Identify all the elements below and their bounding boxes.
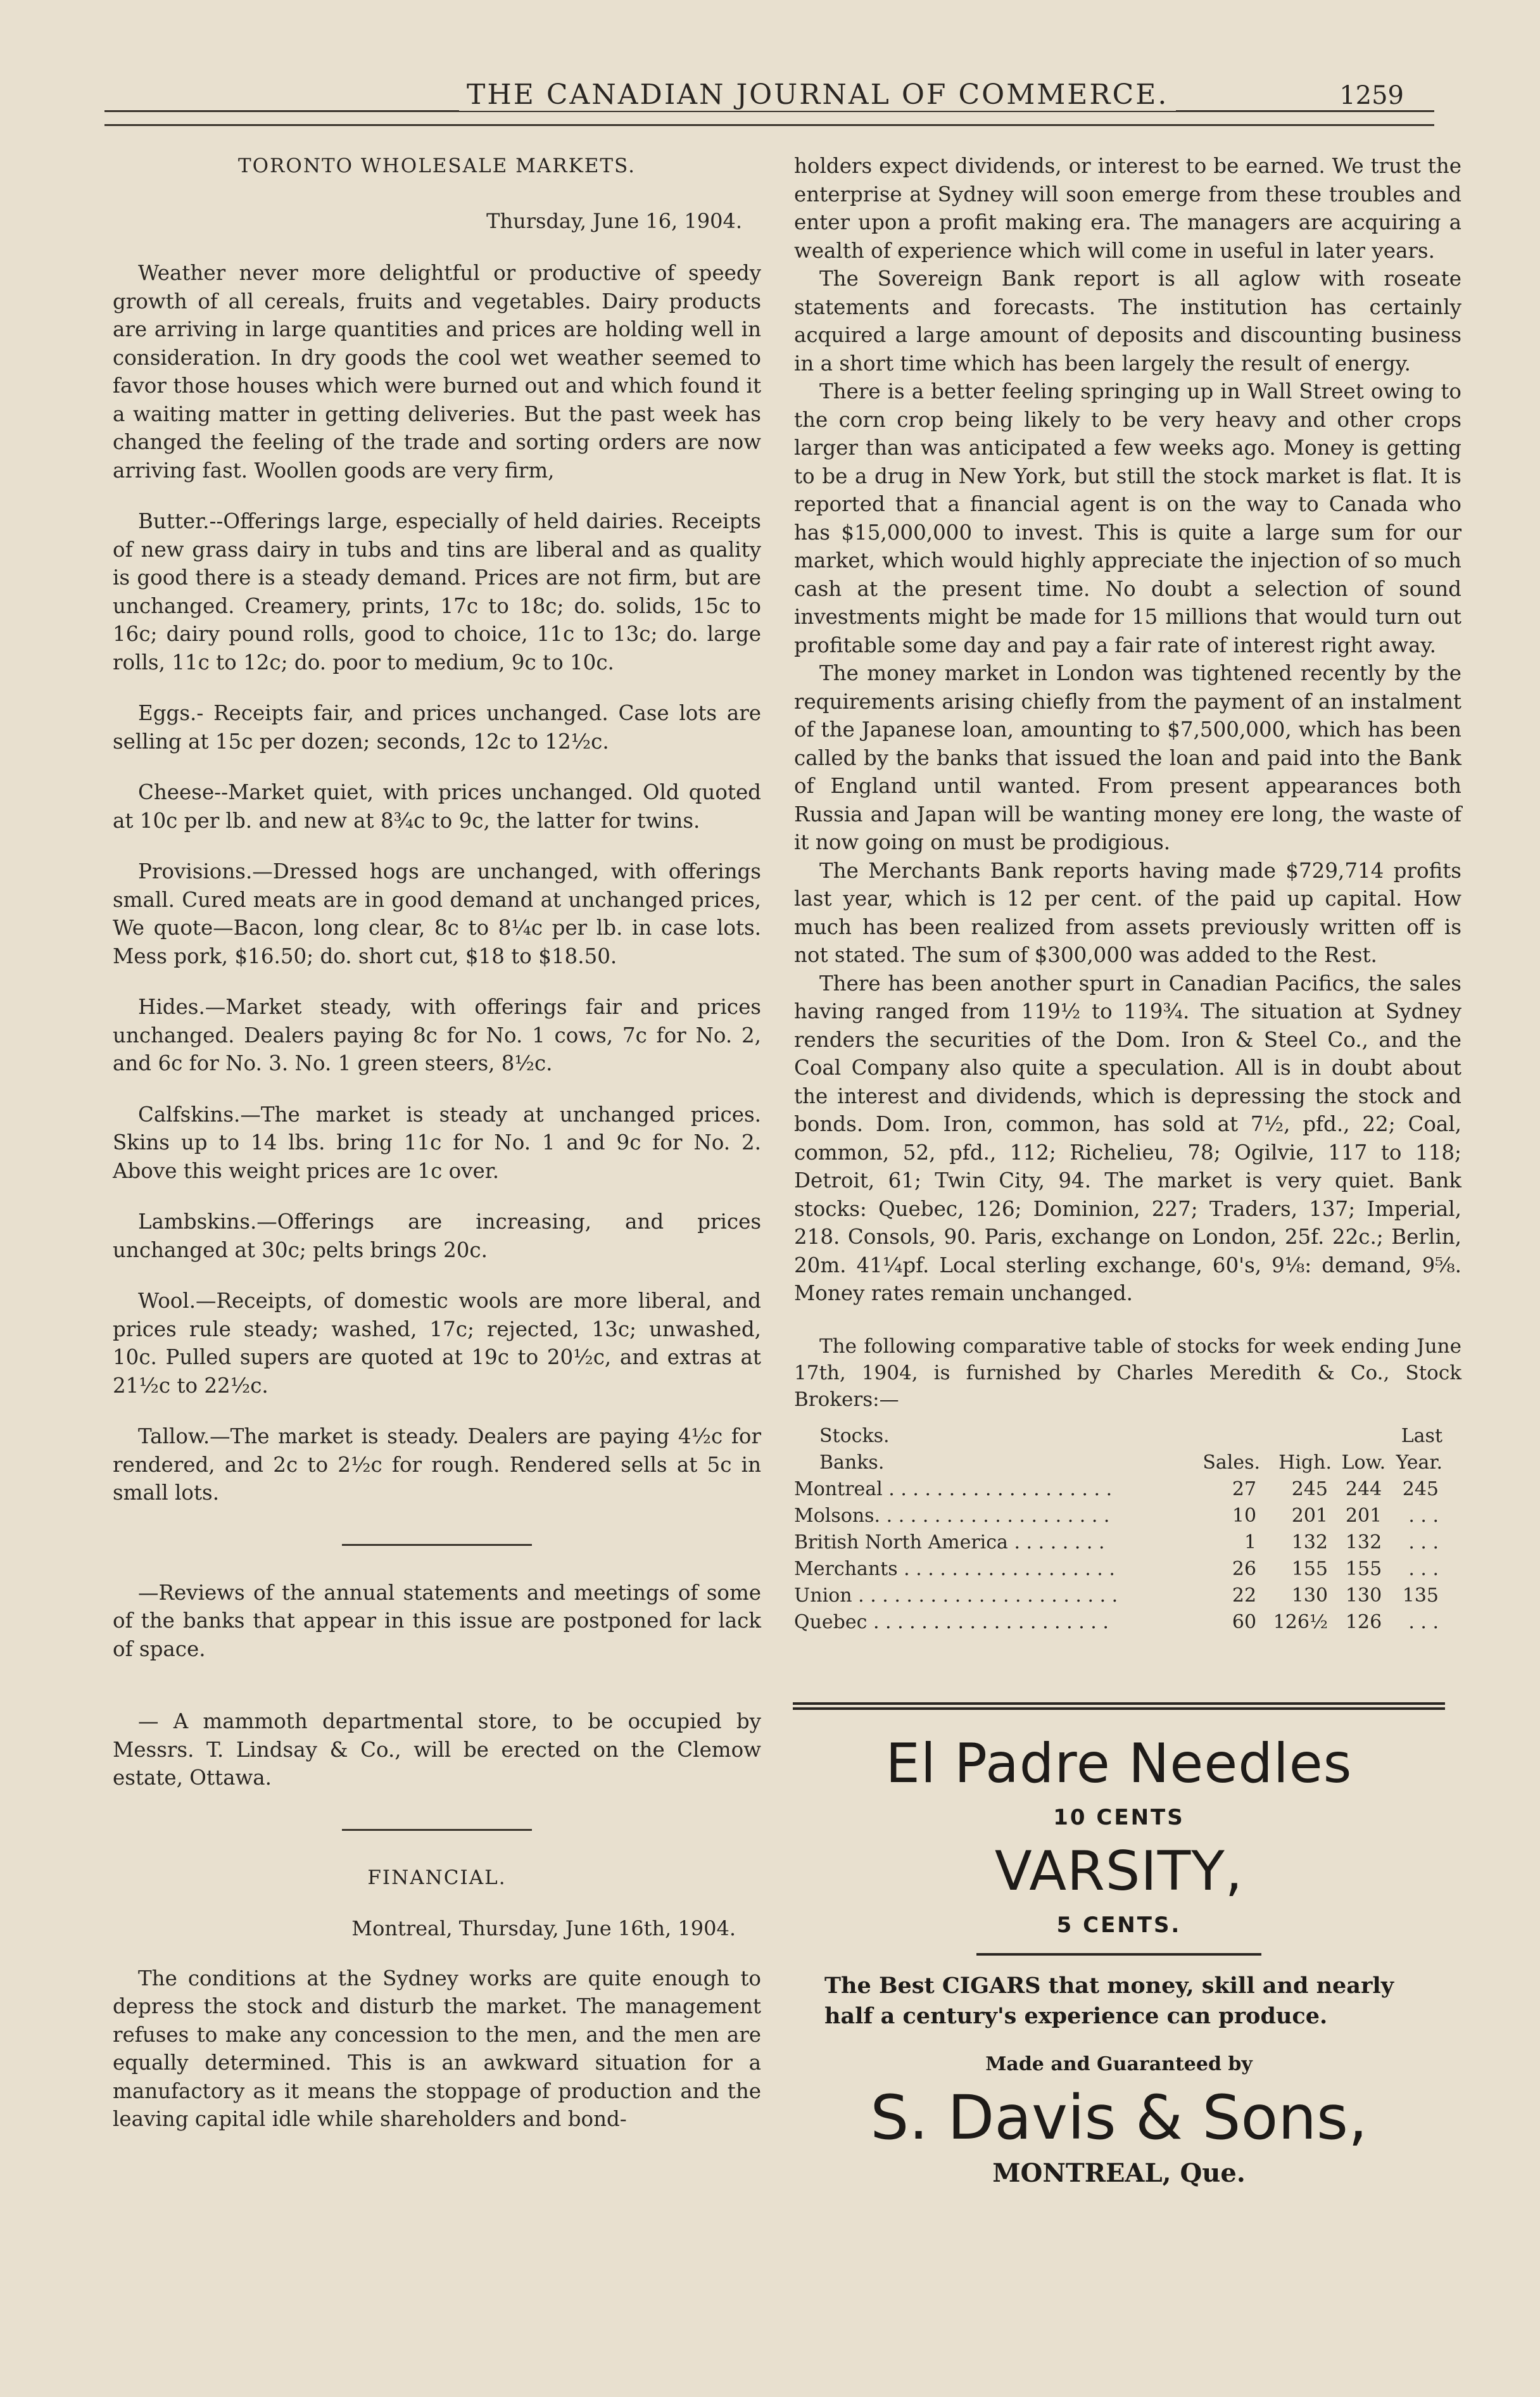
- header-banks-label: Banks.: [819, 1451, 885, 1474]
- ad-tagline: The Best CIGARS that money, skill and nearly half a century's experience can produce.: [824, 1973, 1394, 2029]
- stock-name: Quebec . . . . . . . . . . . . . . . . . . . .: [794, 1610, 1109, 1633]
- stock-high: 132: [1291, 1531, 1328, 1553]
- market-paragraph: Weather never more delightful or productive of speedy growth of all cereals, fruits and vegetables. Dairy products are arriving in large quantities and prices are holding well in consideration. In dry goods the cool wet weather seemed to favor those houses which were burned out and which found it a waiting matter in getting deliveries. But the past week has changed the feeling of the trade and sorting orders are now arriving fast. Woollen goods are very firm,: [113, 261, 761, 483]
- table-header-row: [794, 1423, 1442, 1476]
- financial-heading: FINANCIAL.: [367, 1866, 507, 1889]
- financial-paragraph: holders expect dividends, or interest to be earned. We trust the enterprise at Sydney will soon emerge from these troubles and enter upon a profit making era. The managers are acquiring a wealth of experience which will come in useful in later years.: [794, 154, 1461, 263]
- page-header: [104, 79, 1434, 129]
- stock-low: 126: [1345, 1610, 1382, 1633]
- stock-last-year: . . .: [1408, 1557, 1439, 1580]
- stock-high: 245: [1291, 1477, 1328, 1500]
- header-sales: Sales.: [1202, 1451, 1261, 1474]
- stock-sales: 60: [1232, 1610, 1257, 1633]
- stock-name: Merchants . . . . . . . . . . . . . . . . . .: [794, 1557, 1115, 1580]
- stock-sales: 27: [1232, 1477, 1257, 1500]
- stock-sales: 22: [1232, 1584, 1257, 1607]
- stock-table: [794, 1423, 1442, 1636]
- stock-low: 130: [1345, 1584, 1382, 1607]
- market-paragraph: Tallow.—The market is steady. Dealers are paying 4½c for rendered, and 2c to 2½c for rough. Rendered sells at 5c in small lots.: [113, 1424, 761, 1505]
- market-paragraph: Provisions.—Dressed hogs are unchanged, with offerings small. Cured meats are in good demand at unchanged prices, We quote—Bacon, long clear, 8c to 8¼c per lb. in case lots. Mess pork, $16.50; do. short cut, $18 to $18.50.: [113, 859, 761, 968]
- stock-name: British North America . . . . . . . .: [794, 1531, 1105, 1553]
- header-rule: [104, 124, 1434, 126]
- ad-city: MONTREAL, Que.: [992, 2158, 1246, 2188]
- advertisement-rule: [793, 1702, 1445, 1705]
- market-paragraph: Butter.--Offerings large, especially of held dairies. Receipts of new grass dairy in tubs and tins are liberal and as quality is good there is a steady demand. Prices are not firm, but are unchanged. Creamery, prints, 17c to 18c; do. solids, 15c to 16c; dairy pound rolls, good to choice, 11c to 13c; do. large rolls, 11c to 12c; do. poor to medium, 9c to 10c.: [113, 509, 761, 674]
- financial-paragraph: The Sovereign Bank report is all aglow with roseate statements and forecasts. The institution has certainly acquired a large amount of deposits and discounting business in a short time which has been largely the result of energy.: [794, 267, 1461, 376]
- table-row: [794, 1556, 1442, 1583]
- table-row: [794, 1529, 1442, 1556]
- financial-paragraph: The conditions at the Sydney works are quite enough to depress the stock and disturb the market. The management refuses to make any concession to the men, and the men are equally determined. This is an awkward situation for a manufactory as it means the stoppage of production and the leaving capital idle while shareholders and bond-: [113, 1966, 761, 2131]
- stock-last-year: . . .: [1408, 1610, 1439, 1633]
- stock-sales: 1: [1244, 1531, 1257, 1553]
- stock-last-year: 135: [1402, 1584, 1439, 1607]
- financial-paragraph: The Merchants Bank reports having made $729,714 profits last year, which is 12 per cent. of the paid up capital. How much has been realized from assets previously written off is not stated. The sum of $300,000 was added to the Rest.: [794, 858, 1461, 967]
- table-row: [794, 1609, 1442, 1636]
- section-divider: [342, 1544, 532, 1546]
- stock-name: Molsons. . . . . . . . . . . . . . . . . . . .: [794, 1504, 1110, 1527]
- financial-date: Montreal, Thursday, June 16th, 1904.: [351, 1916, 736, 1940]
- table-intro: The following comparative table of stocks for week ending June 17th, 1904, is furnished by Charles Meredith & Co., Stock Brokers:—: [794, 1334, 1461, 1411]
- stock-sales: 10: [1232, 1504, 1257, 1527]
- stock-low: 201: [1345, 1504, 1382, 1527]
- table-row: [794, 1476, 1442, 1503]
- stock-high: 130: [1291, 1584, 1328, 1607]
- stock-low: 132: [1345, 1531, 1382, 1553]
- header-low: Low.: [1341, 1451, 1386, 1474]
- right-column: [794, 152, 1461, 1636]
- table-row: [794, 1503, 1442, 1529]
- ad-maker-name: S. Davis & Sons,: [870, 2082, 1368, 2153]
- financial-paragraph: There has been another spurt in Canadian Pacifics, the sales having ranged from 119½ to 119¾. The situation at Sydney renders the securities of the Dom. Iron & Steel Co., and the Coal Company also quite a speculation. All is in doubt about the interest and dividends, which is depressing the stock and bonds. Dom. Iron, common, has sold at 7½, pfd., 22; Coal, common, 52, pfd., 112; Richelieu, 78; Ogilvie, 117 to 118; Detroit, 61; Twin City, 94. The market is very quiet. Bank stocks: Quebec, 126; Dominion, 227; Traders, 137; Imperial, 218. Consols, 90. Paris, exchange on London, 25f. 22c.; Berlin, 20m. 41¼pf. Local sterling exchange, 60's, 9⅛: demand, 9⅝. Money rates remain unchanged.: [794, 971, 1461, 1305]
- stock-last-year: . . .: [1408, 1531, 1439, 1553]
- note-store: — A mammoth departmental store, to be occupied by Messrs. T. Lindsay & Co., will be erected on the Clemow estate, Ottawa.: [113, 1709, 761, 1790]
- cigar-advertisement: [793, 1729, 1445, 2191]
- header-stocks-label: Stocks.: [819, 1424, 890, 1447]
- header-high: High.: [1278, 1451, 1332, 1474]
- ad-product-varsity: VARSITY,: [994, 1840, 1244, 1903]
- header-year-label: Year.: [1396, 1451, 1442, 1474]
- stock-last-year: 245: [1402, 1477, 1439, 1500]
- stock-sales: 26: [1232, 1557, 1257, 1580]
- market-paragraph: Lambskins.—Offerings are increasing, and prices unchanged at 30c; pelts brings 20c.: [113, 1210, 761, 1262]
- stock-name: Montreal . . . . . . . . . . . . . . . . . . .: [794, 1477, 1113, 1500]
- financial-paragraph: There is a better feeling springing up in Wall Street owing to the corn crop being likely to be very heavy and other crops larger than was anticipated a few weeks ago. Money is getting to be a drug in New York, but still the stock market is flat. It is reported that a financial agent is on the way to Canada who has $15,000,000 to invest. This is quite a large sum for our market, which would highly appreciate the injection of so much cash at the present time. No doubt a selection of sound investments might be made for 15 millions that would turn out profitable some day and pay a fair rate of interest right away.: [794, 379, 1461, 657]
- market-paragraph: Hides.—Market steady, with offerings fair and prices unchanged. Dealers paying 8c for No. 1 cows, 7c for No. 2, and 6c for No. 3. No. 1 green steers, 8½c.: [113, 995, 761, 1075]
- stock-high: 126½: [1273, 1610, 1328, 1633]
- ad-price-10-cents: 10 CENTS: [1053, 1805, 1185, 1830]
- markets-date: Thursday, June 16, 1904.: [486, 208, 742, 233]
- stock-high: 155: [1291, 1557, 1328, 1580]
- stock-name: Union . . . . . . . . . . . . . . . . . . . . . .: [794, 1584, 1118, 1607]
- ad-divider: [976, 1953, 1261, 1956]
- table-row: [794, 1583, 1442, 1609]
- stock-high: 201: [1291, 1504, 1328, 1527]
- stock-last-year: . . .: [1408, 1504, 1439, 1527]
- market-paragraph: Cheese--Market quiet, with prices unchanged. Old quoted at 10c per lb. and new at 8¾c to 9c, the latter for twins.: [113, 780, 761, 833]
- market-paragraph: Calfskins.—The market is steady at unchanged prices. Skins up to 14 lbs. bring 11c for No. 1 and 9c for No. 2. Above this weight prices are 1c over.: [113, 1102, 761, 1183]
- stock-low: 244: [1345, 1477, 1382, 1500]
- header-last-label: Last: [1401, 1424, 1442, 1447]
- advertisement-rule: [793, 1707, 1445, 1710]
- market-paragraph: Eggs.- Receipts fair, and prices unchanged. Case lots are selling at 15c per dozen; seconds, 12c to 12½c.: [113, 701, 761, 754]
- header-last-year: [1385, 1423, 1442, 1476]
- markets-heading: TORONTO WHOLESALE MARKETS.: [237, 155, 636, 177]
- journal-title: THE CANADIAN JOURNAL OF COMMERCE.: [459, 79, 1176, 111]
- market-paragraph: Wool.—Receipts, of domestic wools are more liberal, and prices rule steady; washed, 17c; rejected, 13c; unwashed, 10c. Pulled supers are quoted at 19c to 20½c, and extras at 21½c to 22½c.: [113, 1289, 761, 1398]
- ad-made-by: Made and Guaranteed by: [985, 2053, 1253, 2075]
- page-number: 1259: [1334, 81, 1409, 110]
- note-reviews: —Reviews of the annual statements and meetings of some of the banks that appear in this issue are postponed for lack of space.: [113, 1580, 761, 1661]
- ad-price-5-cents: 5 CENTS.: [1056, 1913, 1182, 1938]
- financial-paragraph: The money market in London was tightened recently by the requirements arising chiefly from the payment of an instalment of the Japanese loan, amounting to $7,500,000, which has been called by the banks that issued the loan and paid into the Bank of England until wanted. From present appearances both Russia and Japan will be wanting money ere long, the waste of it now going on must be prodigious.: [794, 661, 1461, 854]
- left-column: [113, 152, 761, 2134]
- ad-product-el-padre: El Padre Needles: [885, 1732, 1353, 1795]
- header-stocks: [794, 1423, 1190, 1476]
- section-divider: [342, 1829, 532, 1831]
- stock-low: 155: [1345, 1557, 1382, 1580]
